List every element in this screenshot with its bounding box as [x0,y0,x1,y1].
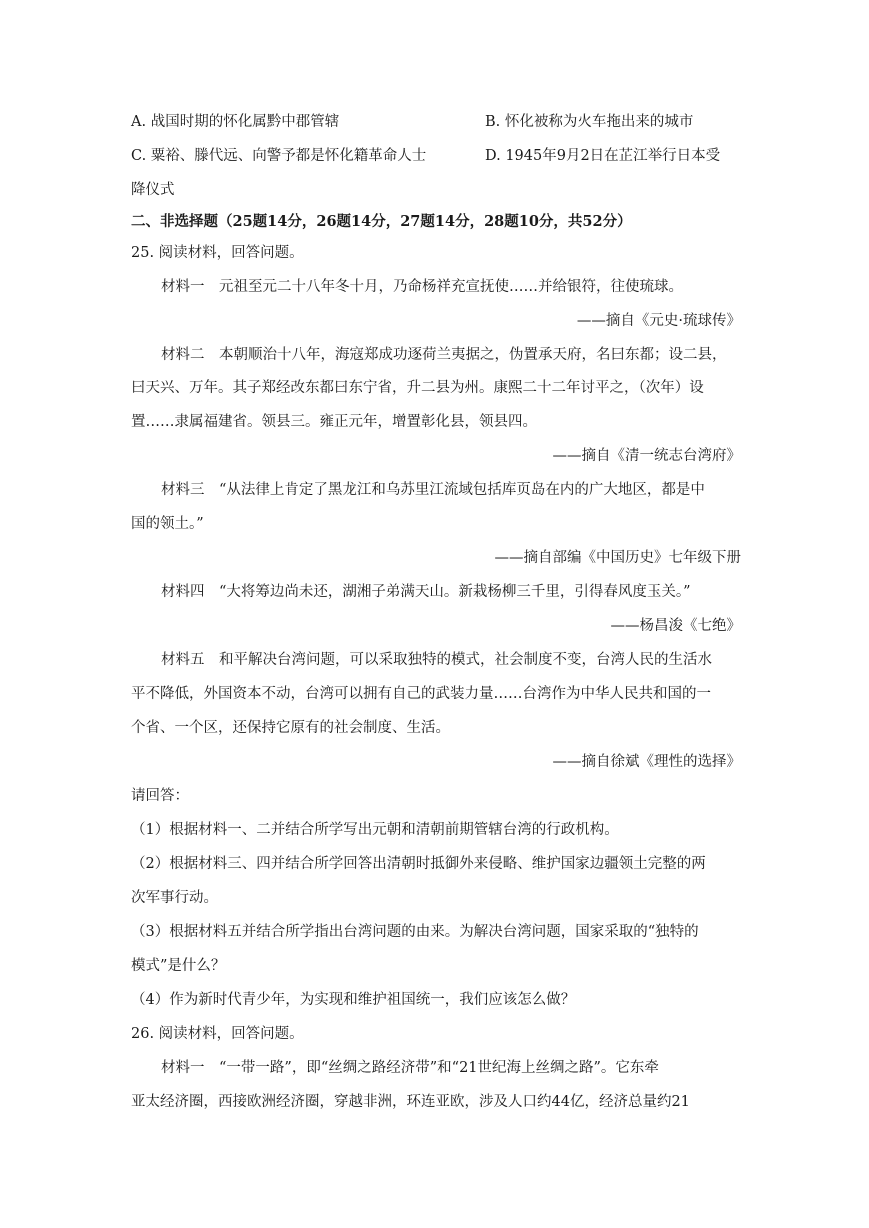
q25-material-5-line: 个省、一个区，还保持它原有的社会制度、生活。 [131,720,450,736]
question-26-stem: 26. 阅读材料，回答问题。 [131,1026,304,1042]
q25-material-3-line: 材料三 “从法律上肯定了黑龙江和乌苏里江流域包括库页岛在内的广大地区，都是中 [161,482,705,498]
option-d-continuation: 降仪式 [131,182,175,198]
section-title: 二、非选择题（25题14分，26题14分，27题14分，28题10分，共52分） [131,213,632,230]
q25-subquestion-2: （2）根据材料三、四并结合所学回答出清朝时抵御外来侵略、维护国家边疆领土完整的两 [131,856,706,872]
q25-material-2-line: 置……隶属福建省。领县三。雍正元年，增置彰化县，领县四。 [131,414,537,430]
q25-material-1-source: ——摘自《元史·琉球传》 [576,313,741,329]
option-a: A. 战国时期的怀化属黔中郡管辖 [131,114,340,130]
q25-material-2-line: 曰天兴、万年。其子郑经改东都曰东宁省，升二县为州。康熙二十二年讨平之，（次年）设 [131,380,704,396]
option-b: B. 怀化被称为火车拖出来的城市 [485,114,694,130]
q26-material-1-line: 材料一 “一带一路”，即“丝绸之路经济带”和“21世纪海上丝绸之路”。它东牵 [161,1060,659,1076]
q25-material-5-line: 材料五 和平解决台湾问题，可以采取独特的模式，社会制度不变，台湾人民的生活水 [161,652,712,668]
option-d: D. 1945年9月2日在芷江举行日本受 [485,148,721,164]
q25-material-4: 材料四 “大将筹边尚未还，湖湘子弟满天山。新栽杨柳三千里，引得春风度玉关。” [161,584,691,600]
q26-material-1-line: 亚太经济圈，西接欧洲经济圈，穿越非洲，环连亚欧，涉及人口约44亿，经济总量约21 [131,1094,690,1110]
q25-subquestion-2-continuation: 次军事行动。 [131,890,218,906]
q25-material-3-line: 国的领土。” [131,516,204,532]
q25-prompt: 请回答： [131,788,189,804]
q25-material-4-source: ——杨昌浚《七绝》 [610,618,741,634]
q25-subquestion-4: （4）作为新时代青少年，为实现和维护祖国统一，我们应该怎么做？ [131,992,576,1008]
q25-material-5-source: ——摘自徐斌《理性的选择》 [552,754,741,770]
q25-subquestion-3-continuation: 模式”是什么？ [131,958,226,974]
option-c: C. 粟裕、滕代远、向警予都是怀化籍革命人士 [131,148,427,164]
q25-material-1: 材料一 元祖至元二十八年冬十月，乃命杨祥充宣抚使……并给银符，往使琉球。 [161,279,683,295]
q25-material-2-source: ——摘自《清一统志台湾府》 [552,448,741,464]
q25-subquestion-1: （1）根据材料一、二并结合所学写出元朝和清朝前期管辖台湾的行政机构。 [131,822,619,838]
q25-subquestion-3: （3）根据材料五并结合所学指出台湾问题的由来。为解决台湾问题，国家采取的“独特的 [131,924,699,940]
q25-material-2-line: 材料二 本朝顺治十八年，海寇郑成功逐荷兰夷据之，伪置承天府，名曰东都；设二县， [161,347,727,363]
q25-material-3-source: ——摘自部编《中国历史》七年级下册 [494,550,741,566]
q25-material-5-line: 平不降低，外国资本不动，台湾可以拥有自己的武装力量……台湾作为中华人民共和国的一 [131,686,711,702]
question-25-stem: 25. 阅读材料，回答问题。 [131,245,304,261]
